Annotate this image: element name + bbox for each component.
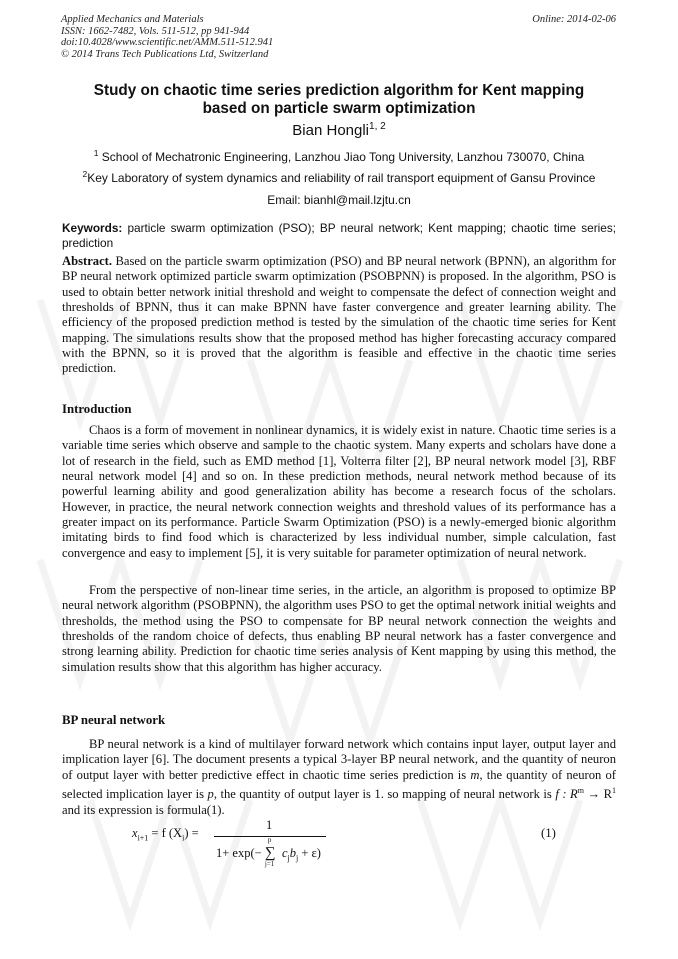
- formula-lhs-sub: i+1: [137, 833, 149, 843]
- formula-denominator: [216, 836, 321, 868]
- affiliation-2-text: Key Laboratory of system dynamics and reliability of rail transport equipment of Gansu Province: [87, 171, 596, 185]
- formula-eq1: = f (X: [151, 826, 183, 840]
- keywords: [62, 221, 616, 250]
- sum-operator: [264, 836, 279, 868]
- bp-text-3: , the quantity of output layer is 1. so mapping of neural network is: [213, 787, 552, 802]
- sigma: ∑: [264, 845, 276, 861]
- mapping-sup-m: m: [577, 786, 584, 796]
- formula-lhs: [132, 826, 199, 843]
- bp-text-1: BP neural network is a kind of multilayer forward network which contains input layer, output layer and implication layer [6]. The document presents a typical 3-layer BP neural network, and the quantity of neuron of output layer with better predictive effect in chaotic time series prediction is: [62, 737, 616, 782]
- journal-header: [61, 14, 273, 60]
- abstract-text: Based on the particle swarm optimization (PSO) and BP neural network (BPNN), an algorithm for BP neural network optimized particle swarm optimization (PSOBPNN) is proposed. In the algorithm, PSO is used to obtain better network initial threshold and weight to compensate the defect of connection weight and thresholds of BPNN, thus it can make BPNN have faster convergence and greater learning ability. The efficiency of the proposed prediction method is tested by the simulation of the chaotic time series for Kent mapping. The simulations results show that the proposed method has higher forecasting accuracy compared with the BPNN, so it is proved that the algorithm is feasible and effective in the chaotic time series prediction.: [62, 254, 616, 376]
- bp-neural-network-heading: BP neural network: [62, 713, 166, 727]
- issn-line: ISSN: 1662-7482, Vols. 511-512, pp 941-944: [61, 25, 250, 37]
- sum-bottom: j=1: [264, 860, 275, 868]
- title-line-2: based on particle swarm optimization: [202, 100, 476, 117]
- den-prefix: 1+ exp(−: [216, 846, 262, 860]
- var-m: m: [470, 767, 480, 782]
- affiliation-2-sup: 2: [82, 169, 88, 179]
- den-j1: j: [287, 853, 290, 863]
- introduction-paragraph-2: From the perspective of non-linear time series, in the article, an algorithm is proposed to optimize BP neural network algorithm (PSOBPNN), the algorithm uses PSO to get the optimal network initial weights and thresholds, the method using the PSO to compensate for BP neural network connection the weights and thresholds of the random choice of defects, thus enabling BP neural network has a faster convergence and strong learning ability. Prediction for chaotic time series analysis of Kent mapping by using this method, the simulation results show that this algorithm has higher accuracy.: [62, 583, 616, 674]
- journal-name: Applied Mechanics and Materials: [61, 14, 204, 25]
- formula-numerator: 1: [266, 818, 273, 832]
- den-b: b: [289, 846, 296, 860]
- mapping-arrow: → R: [587, 787, 613, 802]
- affiliation-1-text: School of Mechatronic Engineering, Lanzhou Jiao Tong University, Lanzhou 730070, China: [101, 150, 585, 164]
- doi-line[interactable]: doi:10.4028/www.scientific.net/AMM.511-512.941: [61, 37, 274, 49]
- formula-x-sub: i: [182, 833, 185, 843]
- abstract: [62, 254, 616, 377]
- var-p: p: [207, 787, 214, 802]
- paper-title: [62, 82, 616, 118]
- author-name: Bian Hongli: [292, 122, 370, 139]
- online-date: Online: 2014-02-06: [532, 14, 616, 25]
- formula-1: [132, 818, 512, 880]
- den-j2: j: [295, 853, 299, 863]
- affiliation-1: [62, 150, 616, 164]
- mapping-sup-1: 1: [612, 786, 617, 796]
- copyright-line: © 2014 Trans Tech Publications Ltd, Switzerland: [61, 48, 269, 60]
- bp-text-2: , the quantity of neuron of selected implication layer is: [62, 767, 616, 802]
- introduction-paragraph-1: Chaos is a form of movement in nonlinear dynamics, it is widely exist in nature. Chaotic time series is a variable time series which observe and sample to the chaotic system. Many experts and scholars have done a lot of research in the field, such as EMD method [1], Volterra filter [2], BP neural network model [3], RBF neural network model [4] and so on. In these prediction methods, neural network method because of its powerful learning ability and good generalization ability has become a research focus of the scholars. However, in practice, the neural network connection weights and threshold values of its performance has a greater impact on its performance. Particle Swarm Optimization (PSO) is a newly-emerged bionic algorithm imitating birds to find food which is characterized by less individual number, simple calculation, fast convergence and easy to implement [5], it is very suitable for parameter optimization of neural network.: [62, 423, 616, 560]
- den-suffix: + ε): [301, 846, 321, 860]
- bp-paragraph: [62, 737, 616, 818]
- equation-number: (1): [541, 826, 556, 840]
- affiliation-2: [62, 171, 616, 185]
- formula-lhs-var: x: [132, 826, 138, 840]
- keywords-label: Keywords:: [62, 221, 123, 235]
- author-sup: 1, 2: [369, 121, 386, 132]
- mapping-f: f : R: [555, 787, 578, 802]
- bp-text-4: and its expression is formula(1).: [62, 802, 225, 817]
- formula-eq2: ) =: [184, 826, 199, 840]
- introduction-heading: Introduction: [62, 402, 132, 416]
- den-c: c: [281, 846, 288, 860]
- keywords-text: particle swarm optimization (PSO); BP neural network; Kent mapping; chaotic time series; prediction: [62, 221, 616, 250]
- author: [62, 122, 616, 139]
- affiliation-1-sup: 1: [93, 148, 99, 158]
- sum-top: p: [267, 836, 272, 844]
- title-line-1: Study on chaotic time series prediction algorithm for Kent mapping: [93, 82, 585, 99]
- author-email[interactable]: Email: bianhl@mail.lzjtu.cn: [267, 193, 411, 207]
- abstract-label: Abstract.: [62, 254, 113, 268]
